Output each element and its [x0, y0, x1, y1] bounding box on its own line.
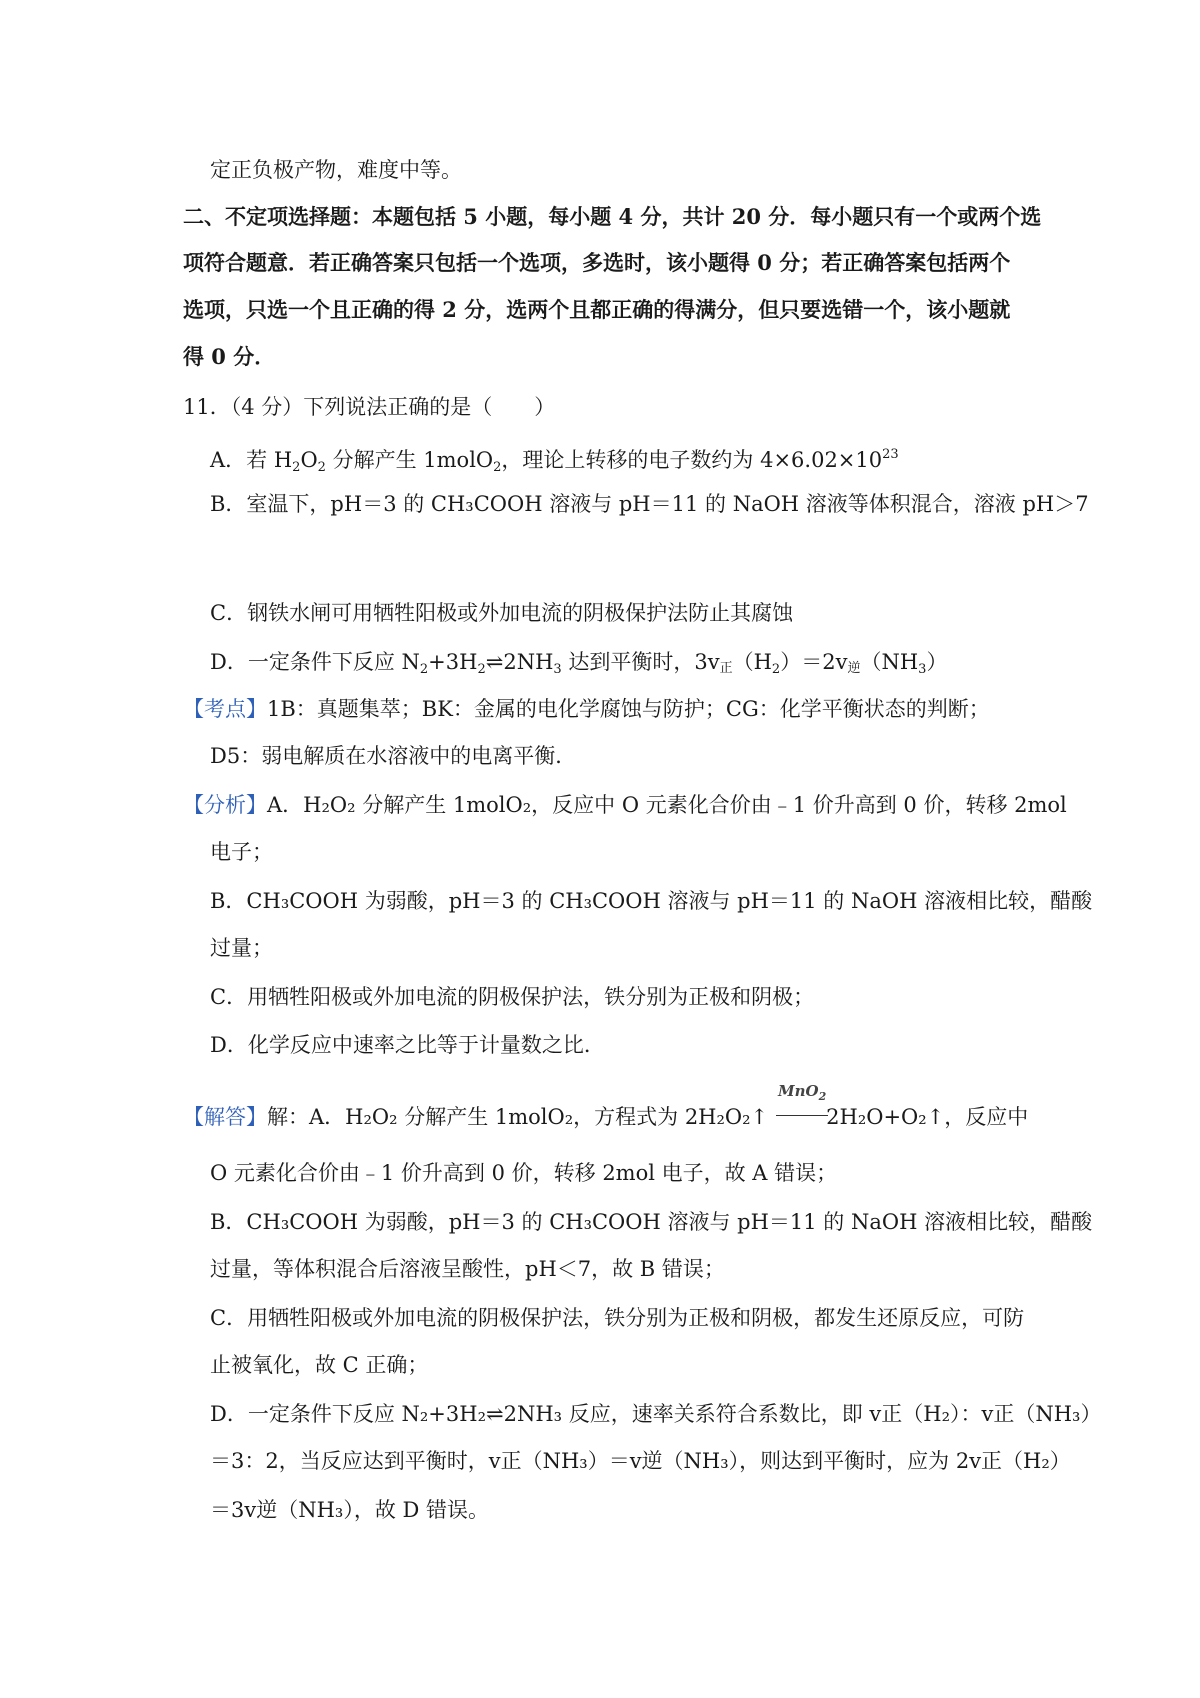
jieda-line-7: D．一定条件下反应 N₂+3H₂⇌2NH₃ 反应，速率关系符合系数比，即 v正（H₂）：v正（NH₃） — [210, 1402, 1102, 1426]
catalyst-label: MnO$_2$ — [778, 1082, 827, 1103]
section-heading-line-4: 得 0 分． — [183, 344, 276, 369]
kaodian-line-2: D5：弱电解质在水溶液中的电离平衡． — [210, 744, 577, 768]
kaodian-tag: 【考点】 — [183, 697, 267, 721]
option-a: A．若 $H_2O_2$ 分解产生 1molO$_2$，理论上转移的电子数约为 $4\times 6.02\times 10^{23}$ — [210, 447, 899, 475]
jieda-line-5: C．用牺牲阳极或外加电流的阴极保护法，铁分别为正极和阴极，都发生还原反应，可防 — [210, 1306, 1025, 1330]
option-b: B．室温下，pH＝3 的 CH₃COOH 溶液与 pH＝11 的 NaOH 溶液等体积混合，溶液 pH＞7 — [210, 492, 1089, 516]
jieda-line-8: ＝3：2，当反应达到平衡时，v正（NH₃）＝v逆（NH₃），则达到平衡时，应为 2v正（H₂） — [210, 1449, 1071, 1473]
fenxi-line-1: 【分析】A．H₂O₂ 分解产生 1molO₂，反应中 O 元素化合价由﹣1 价升高到 0 价，转移 2mol — [183, 793, 1067, 817]
section-heading-line-1: 二、不定项选择题：本题包括 5 小题，每小题 4 分，共计 20 分．每小题只有一个或两个选 — [183, 204, 1042, 229]
kaodian-line-1: 【考点】1B：真题集萃；BK：金属的电化学腐蚀与防护；CG：化学平衡状态的判断； — [183, 697, 990, 721]
jieda-line-3: B．CH₃COOH 为弱酸，pH＝3 的 CH₃COOH 溶液与 pH＝11 的 NaOH 溶液相比较，醋酸 — [210, 1210, 1093, 1234]
fenxi-line-3: B．CH₃COOH 为弱酸，pH＝3 的 CH₃COOH 溶液与 pH＝11 的 NaOH 溶液相比较，醋酸 — [210, 889, 1093, 913]
jieda-line-9: ＝3v逆（NH₃），故 D 错误。 — [210, 1498, 490, 1522]
fenxi-tag: 【分析】 — [183, 793, 267, 817]
intro-tail: 定正负极产物，难度中等。 — [210, 158, 462, 182]
fenxi-line-5: C．用牺牲阳极或外加电流的阴极保护法，铁分别为正极和阴极； — [210, 985, 815, 1009]
fenxi-line-6: D．化学反应中速率之比等于计量数之比． — [210, 1033, 605, 1057]
jieda-line-6: 止被氧化，故 C 正确； — [210, 1353, 429, 1377]
option-c: C．钢铁水闸可用牺牲阳极或外加电流的阴极保护法防止其腐蚀 — [210, 601, 794, 625]
jieda-line-4: 过量，等体积混合后溶液呈酸性，pH＜7，故 B 错误； — [210, 1257, 725, 1281]
fenxi-line-4: 过量； — [210, 936, 273, 960]
fenxi-line-2: 电子； — [210, 840, 273, 864]
option-d: D．一定条件下反应 $N_2+3H_2\rightleftharpoons 2NH_3$ 达到平衡时，3v正$(H_2)=2v$逆$(NH_3)$ — [210, 650, 948, 677]
section-heading-line-3: 选项，只选一个且正确的得 2 分，选两个且都正确的得满分，但只要选错一个，该小题就 — [183, 297, 1011, 322]
jieda-tag: 【解答】 — [183, 1105, 267, 1129]
jieda-line-2: O 元素化合价由﹣1 价升高到 0 价，转移 2mol 电子，故 A 错误； — [210, 1161, 838, 1185]
jieda-line-1: 【解答】解：A．H₂O₂ 分解产生 1molO₂，方程式为 2H₂O₂↑ 2H₂O+O₂↑，反应中 — [183, 1105, 1029, 1129]
question-stem: 11．（4 分）下列说法正确的是（ ） — [183, 395, 556, 419]
section-heading-line-2: 项符合题意．若正确答案只包括一个选项，多选时，该小题得 0 分；若正确答案包括两个 — [183, 250, 1011, 275]
